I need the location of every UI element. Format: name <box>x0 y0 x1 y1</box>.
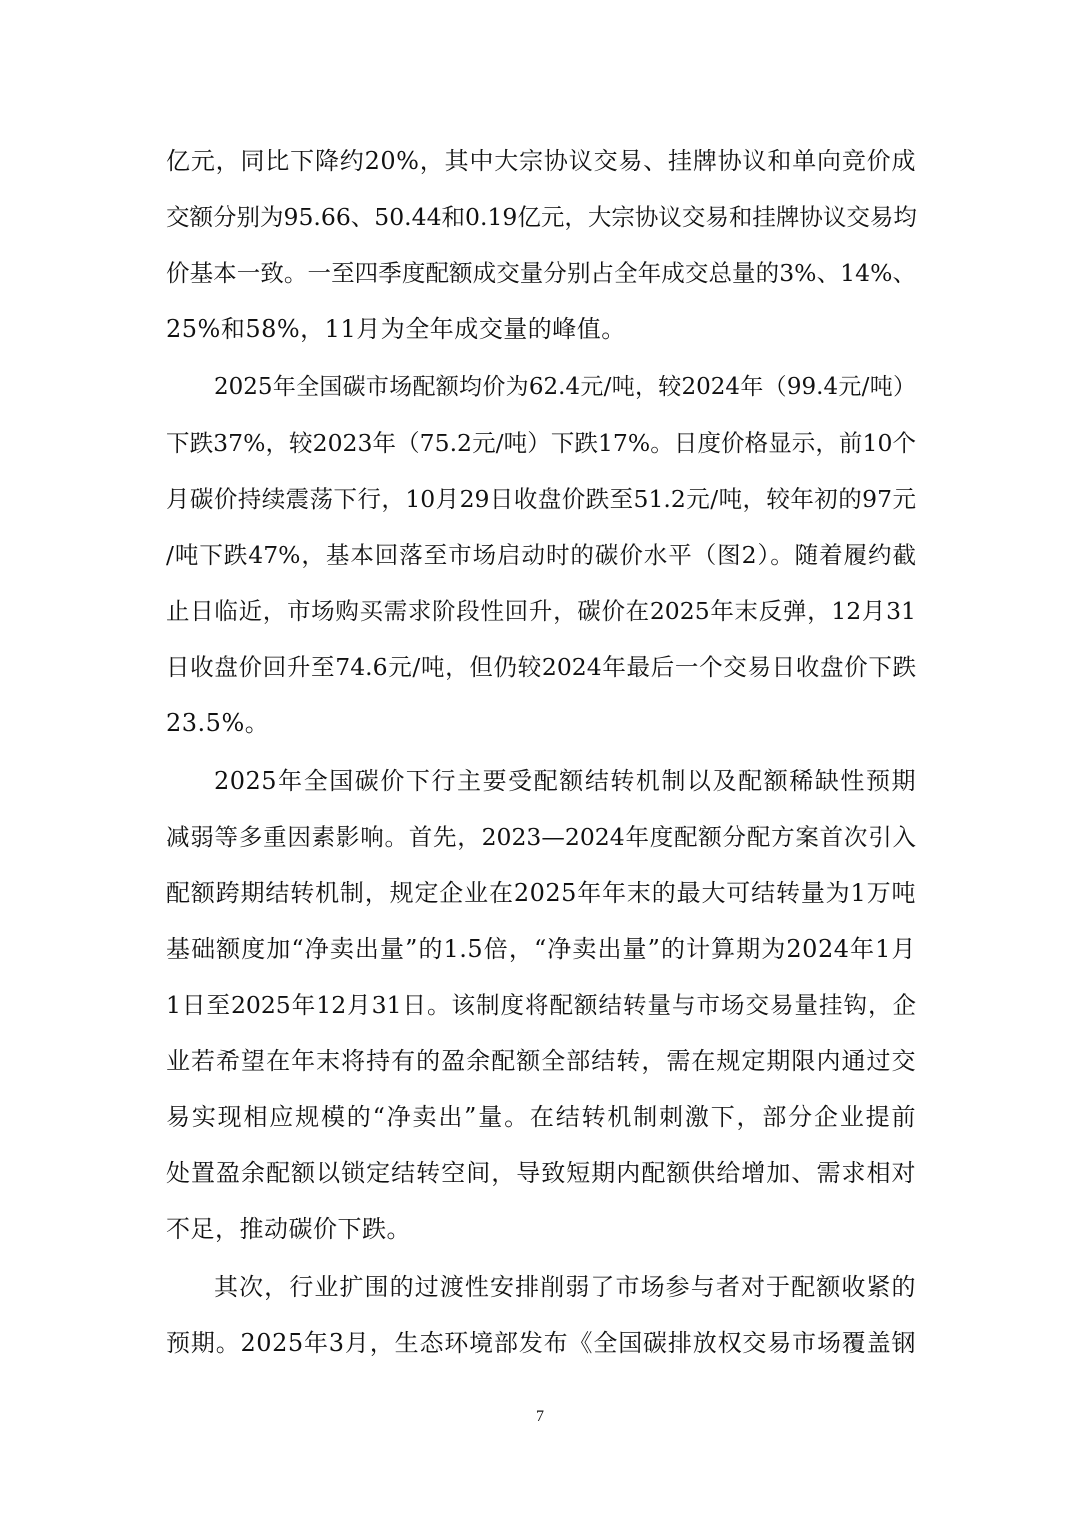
text-line: 业若希望在年末将持有的盈余配额全部结转，需在规定期限内通过交 <box>166 1047 916 1075</box>
text-line: 亿元，同比下降约20%，其中大宗协议交易、挂牌协议和单向竞价成 <box>166 147 916 175</box>
text-line: 23.5%。 <box>166 709 270 737</box>
text-line: 预期。2025年3月，生态环境部发布《全国碳排放权交易市场覆盖钢 <box>166 1329 916 1357</box>
text-line: 交额分别为95.66、50.44和0.19亿元，大宗协议交易和挂牌协议交易均 <box>166 203 917 231</box>
text-line: 止日临近，市场购买需求阶段性回升，碳价在2025年末反弹，12月31 <box>166 597 916 625</box>
text-line: 月碳价持续震荡下行，10月29日收盘价跌至51.2元/吨，较年初的97元 <box>166 485 916 513</box>
text-line: 2025年全国碳价下行主要受配额结转机制以及配额稀缺性预期 <box>214 767 916 795</box>
text-line: 基础额度加“净卖出量”的1.5倍，“净卖出量”的计算期为2024年1月 <box>166 935 916 963</box>
text-line: 价基本一致。一至四季度配额成交量分别占全年成交总量的3%、14%、 <box>166 259 916 287</box>
text-line: 1日至2025年12月31日。该制度将配额结转量与市场交易量挂钩，企 <box>166 991 916 1019</box>
text-line: 2025年全国碳市场配额均价为62.4元/吨，较2024年（99.4元/吨） <box>214 374 916 400</box>
page-number: 7 <box>536 1408 544 1425</box>
text-line: 下跌37%，较2023年（75.2元/吨）下跌17%。日度价格显示，前10个 <box>166 429 916 457</box>
text-line: /吨下跌47%，基本回落至市场启动时的碳价水平（图2）。随着履约截 <box>166 541 916 569</box>
text-line: 处置盈余配额以锁定结转空间，导致短期内配额供给增加、需求相对 <box>166 1159 916 1187</box>
text-line: 日收盘价回升至74.6元/吨，但仍较2024年最后一个交易日收盘价下跌 <box>166 653 916 681</box>
text-line: 减弱等多重因素影响。首先，2023—2024年度配额分配方案首次引入 <box>166 823 916 851</box>
text-line: 配额跨期结转机制，规定企业在2025年年末的最大可结转量为1万吨 <box>166 879 916 907</box>
text-line: 易实现相应规模的“净卖出”量。在结转机制刺激下，部分企业提前 <box>166 1103 916 1131</box>
text-line: 其次，行业扩围的过渡性安排削弱了市场参与者对于配额收紧的 <box>214 1273 916 1301</box>
text-line: 25%和58%，11月为全年成交量的峰值。 <box>166 315 626 343</box>
text-line: 不足，推动碳价下跌。 <box>166 1215 411 1243</box>
